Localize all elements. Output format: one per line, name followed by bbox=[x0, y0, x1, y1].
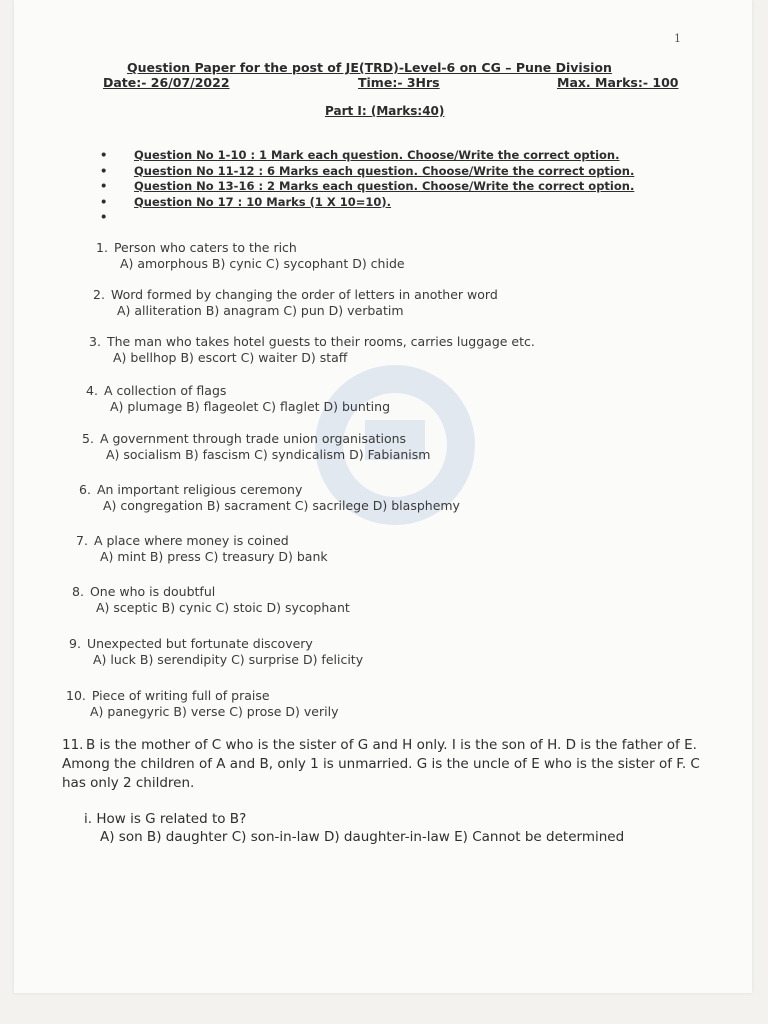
question-options: A) amorphous B) cynic C) sycophant D) chide bbox=[120, 256, 405, 271]
question-1: 1. Person who caters to the rich A) amorphous B) cynic C) sycophant D) chide bbox=[96, 240, 405, 271]
question-text: A collection of flags bbox=[103, 383, 227, 398]
question-options: A) socialism B) fascism C) syndicalism D) Fabianism bbox=[106, 447, 431, 462]
question-8: 8. One who is doubtful A) sceptic B) cynic C) stoic D) sycophant bbox=[72, 584, 350, 615]
instruction-item bbox=[100, 210, 634, 226]
paper-title: Question Paper for the post of JE(TRD)-Level-6 on CG – Pune Division bbox=[127, 60, 612, 75]
question-options: A) congregation B) sacrament C) sacrilege D) blasphemy bbox=[103, 498, 460, 513]
exam-time: Time:- 3Hrs bbox=[358, 75, 440, 90]
question-4: 4. A collection of flags A) plumage B) flageolet C) flaglet D) bunting bbox=[86, 383, 391, 414]
instruction-item: • Question No 11-12 : 6 Marks each question. Choose/Write the correct option. bbox=[100, 164, 634, 180]
question-options: A) luck B) serendipity C) surprise D) felicity bbox=[93, 652, 364, 667]
question-7: 7. A place where money is coined A) mint B) press C) treasury D) bank bbox=[76, 533, 328, 564]
sub-question-text: How is G related to B? bbox=[96, 811, 247, 827]
question-9: 9. Unexpected but fortunate discovery A) luck B) serendipity C) surprise D) felicity bbox=[69, 636, 364, 667]
question-10: 10. Piece of writing full of praise A) panegyric B) verse C) prose D) verily bbox=[66, 688, 339, 719]
question-text: Person who caters to the rich bbox=[113, 240, 297, 255]
question-text: Piece of writing full of praise bbox=[91, 688, 270, 703]
max-marks: Max. Marks:- 100 bbox=[557, 75, 679, 90]
question-text: The man who takes hotel guests to their rooms, carries luggage etc. bbox=[106, 334, 535, 349]
instruction-item: • Question No 13-16 : 2 Marks each question. Choose/Write the correct option. bbox=[100, 179, 634, 195]
instruction-item: • Question No 1-10 : 1 Mark each question. Choose/Write the correct option. bbox=[100, 148, 634, 164]
question-options: A) panegyric B) verse C) prose D) verily bbox=[90, 704, 339, 719]
question-options: A) alliteration B) anagram C) pun D) verbatim bbox=[117, 303, 404, 318]
question-options: A) mint B) press C) treasury D) bank bbox=[100, 549, 328, 564]
instructions-list bbox=[100, 148, 634, 226]
question-text: Unexpected but fortunate discovery bbox=[86, 636, 313, 651]
question-3: 3. The man who takes hotel guests to their rooms, carries luggage etc. A) bellhop B) escort C) waiter D) staff bbox=[89, 334, 535, 365]
question-2: 2. Word formed by changing the order of letters in another word A) alliteration B) anagram C) pun D) verbatim bbox=[93, 287, 498, 318]
question-text: Word formed by changing the order of letters in another word bbox=[110, 287, 498, 302]
question-options: A) plumage B) flageolet C) flaglet D) bunting bbox=[110, 399, 391, 414]
question-5: 5. A government through trade union organisations A) socialism B) fascism C) syndicalism D) Fabianism bbox=[82, 431, 431, 462]
question-6: 6. An important religious ceremony A) congregation B) sacrament C) sacrilege D) blasphemy bbox=[79, 482, 460, 513]
instruction-item: • Question No 17 : 10 Marks (1 X 10=10). bbox=[100, 195, 634, 211]
part-heading: Part I: (Marks:40) bbox=[325, 104, 445, 118]
question-options: A) sceptic B) cynic C) stoic D) sycophant bbox=[96, 600, 350, 615]
question-text: An important religious ceremony bbox=[96, 482, 303, 497]
question-options: A) bellhop B) escort C) waiter D) staff bbox=[113, 350, 348, 365]
question-11: 11. B is the mother of C who is the sister of G and H only. I is the son of H. D is the father of E. Among the children of A and B, only 1 is unmarried. G is the uncle of E who is the sister of F. C has only 2 children. bbox=[62, 737, 700, 791]
sub-question-options: A) son B) daughter C) son-in-law D) daughter-in-law E) Cannot be determined bbox=[100, 829, 625, 845]
page-number: 1 bbox=[674, 32, 681, 45]
question-text: A place where money is coined bbox=[93, 533, 289, 548]
question-text: One who is doubtful bbox=[89, 584, 216, 599]
question-11-sub-i: i. How is G related to B? A) son B) daughter C) son-in-law D) daughter-in-law E) Cannot be determined bbox=[84, 811, 625, 845]
question-11-text: B is the mother of C who is the sister of G and H only. I is the son of H. D is the father of E. Among the children of A and B, only 1 is unmarried. G is the uncle of E who is the sister of F. C has only 2 children. bbox=[62, 737, 700, 791]
exam-date: Date:- 26/07/2022 bbox=[103, 75, 230, 90]
question-text: A government through trade union organisations bbox=[99, 431, 407, 446]
